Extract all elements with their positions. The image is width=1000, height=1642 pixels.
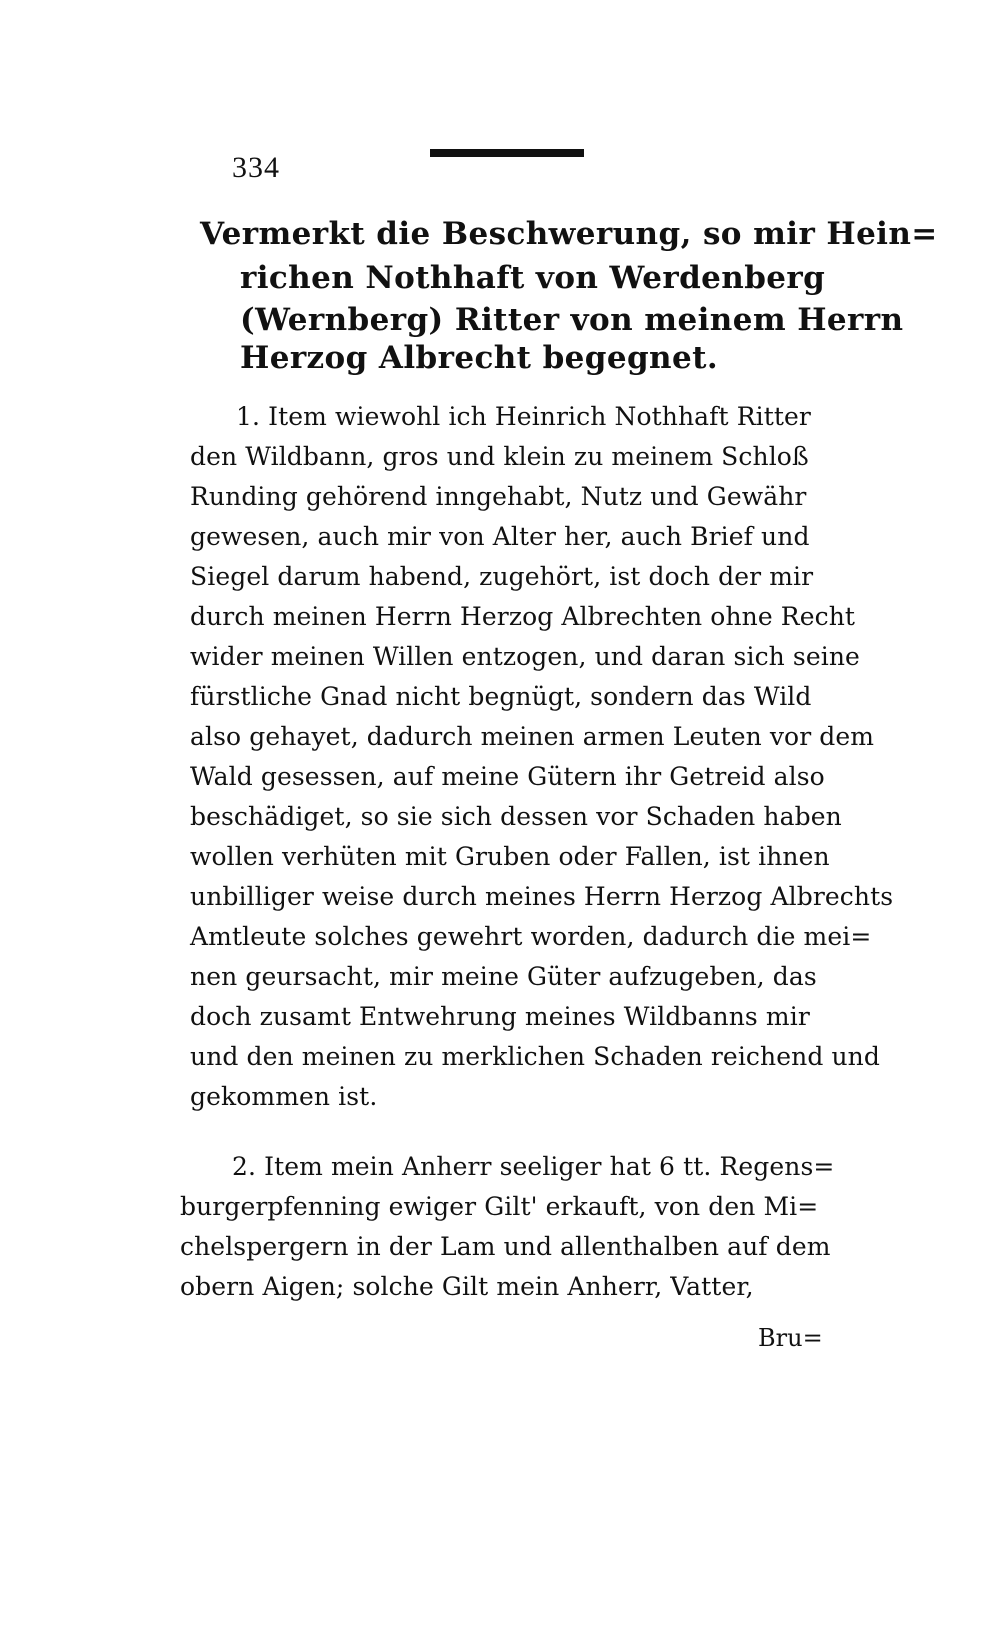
heading-line-2: richen Nothhaft von Werdenberg [240, 260, 826, 296]
paragraph-1-line-10: Wald gesessen, auf meine Gütern ihr Getreid also [190, 762, 825, 791]
catchword: Bru= [758, 1324, 823, 1352]
paragraph-1-line-9: also gehayet, dadurch meinen armen Leuten vor dem [190, 722, 875, 751]
paragraph-1-line-17: und den meinen zu merklichen Schaden reichend und [190, 1042, 880, 1071]
paragraph-1-line-1: 1. Item wiewohl ich Heinrich Nothhaft Ritter [236, 402, 811, 431]
paragraph-1-line-11: beschädiget, so sie sich dessen vor Schaden haben [190, 802, 842, 831]
paragraph-1-line-5: Siegel darum habend, zugehört, ist doch der mir [190, 562, 814, 591]
paragraph-1-line-8: fürstliche Gnad nicht begnügt, sondern das Wild [190, 682, 812, 711]
paragraph-1-line-15: nen geursacht, mir meine Güter aufzugeben, das [190, 962, 817, 991]
paragraph-1-line-13: unbilliger weise durch meines Herrn Herzog Albrechts [190, 882, 894, 911]
header-rule [430, 149, 584, 157]
page-number: 334 [232, 151, 280, 184]
paragraph-1-line-12: wollen verhüten mit Gruben oder Fallen, ist ihnen [190, 842, 830, 871]
paragraph-1-line-6: durch meinen Herrn Herzog Albrechten ohne Recht [190, 602, 856, 631]
paragraph-2-line-2: burgerpfenning ewiger Gilt' erkauft, von den Mi= [180, 1192, 819, 1221]
heading-line-4: Herzog Albrecht begegnet. [240, 340, 719, 376]
paragraph-1-line-18: gekommen ist. [190, 1082, 378, 1111]
heading-line-1: Vermerkt die Beschwerung, so mir Hein= [200, 216, 938, 252]
paragraph-2-line-1: 2. Item mein Anherr seeliger hat 6 tt. Regens= [232, 1152, 835, 1181]
paragraph-2-line-4: obern Aigen; solche Gilt mein Anherr, Vatter, [180, 1272, 754, 1301]
paragraph-1-line-4: gewesen, auch mir von Alter her, auch Brief und [190, 522, 810, 551]
paragraph-2-line-3: chelspergern in der Lam und allenthalben auf dem [180, 1232, 831, 1261]
paragraph-1-line-7: wider meinen Willen entzogen, und daran sich seine [190, 642, 860, 671]
paragraph-1-line-3: Runding gehörend inngehabt, Nutz und Gewähr [190, 482, 807, 511]
paragraph-1-line-14: Amtleute solches gewehrt worden, dadurch die mei= [190, 922, 872, 951]
paragraph-1-line-2: den Wildbann, gros und klein zu meinem Schloß [190, 442, 809, 471]
paragraph-1-line-16: doch zusamt Entwehrung meines Wildbanns mir [190, 1002, 810, 1031]
heading-line-3: (Wernberg) Ritter von meinem Herrn [240, 302, 904, 338]
